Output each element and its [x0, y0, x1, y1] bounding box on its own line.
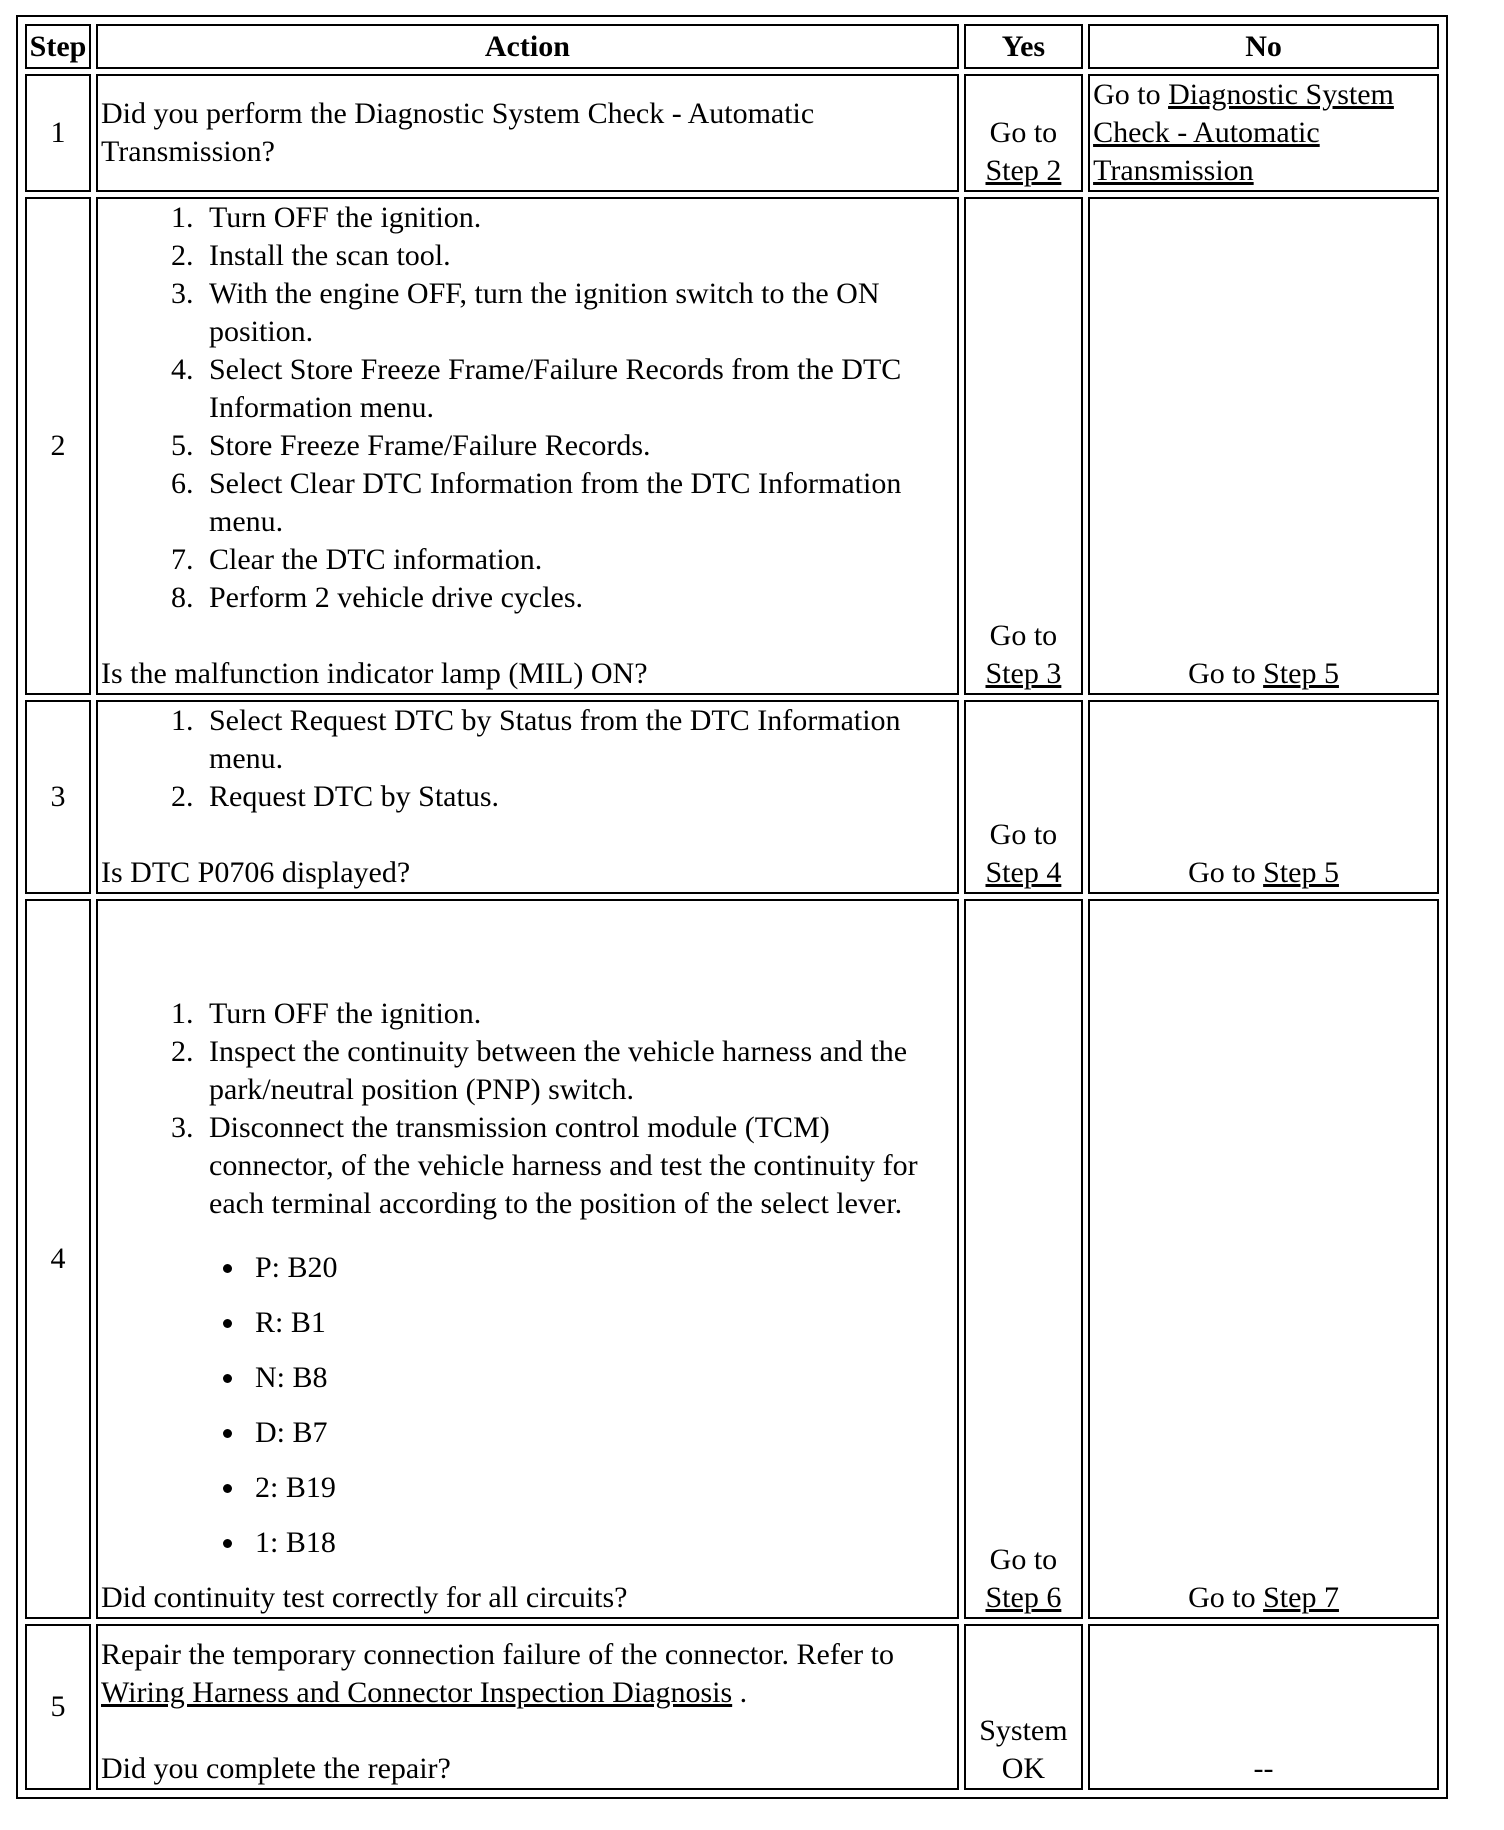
action-cell	[96, 74, 959, 192]
yes-link-step-4[interactable]: Step 4	[985, 856, 1062, 889]
step-number: 4	[25, 899, 91, 1619]
step-number: 2	[25, 197, 91, 695]
yes-cell	[964, 197, 1083, 695]
header-yes: Yes	[964, 24, 1083, 69]
action-cell	[96, 899, 959, 1619]
yes-text: System OK	[979, 1714, 1068, 1785]
action-text: Did you perform the Diagnostic System Check - Automatic Transmission?	[101, 97, 815, 168]
procedure-item: 5. Store Freeze Frame/Failure Records.	[201, 427, 954, 465]
wiring-harness-inspection-link[interactable]: Wiring Harness and Connector Inspection Diagnosis	[101, 1676, 733, 1709]
yes-cell	[964, 899, 1083, 1619]
no-link-step-5[interactable]: Step 5	[1263, 856, 1339, 889]
terminal-item: • N: B8	[247, 1359, 954, 1397]
yes-prefix: Go to	[989, 818, 1058, 851]
yes-cell	[964, 700, 1083, 894]
no-cell	[1088, 700, 1439, 894]
procedure-item: 8. Perform 2 vehicle drive cycles.	[201, 579, 954, 617]
question-text: Is the malfunction indicator lamp (MIL) ON?	[101, 657, 648, 690]
procedure-item: 7. Clear the DTC information.	[201, 541, 954, 579]
action-cell	[96, 197, 959, 695]
question-text: Did you complete the repair?	[101, 1752, 451, 1785]
terminal-item: • 2: B19	[247, 1469, 954, 1507]
step-number: 3	[25, 700, 91, 894]
header-step: Step	[25, 24, 91, 69]
question-text: Did continuity test correctly for all circuits?	[101, 1581, 628, 1614]
procedure-item: 1. Select Request DTC by Status from the DTC Information menu.	[201, 702, 954, 778]
yes-cell	[964, 1624, 1083, 1790]
procedure-list	[101, 199, 954, 617]
action-cell	[96, 1624, 959, 1790]
yes-prefix: Go to	[989, 116, 1058, 149]
diagnostic-table	[20, 19, 1444, 1795]
procedure-item: 6. Select Clear DTC Information from the DTC Information menu.	[201, 465, 954, 541]
yes-prefix: Go to	[989, 1543, 1058, 1576]
yes-prefix: Go to	[989, 619, 1058, 652]
terminal-item: • D: B7	[247, 1414, 954, 1452]
procedure-list	[101, 702, 954, 816]
procedure-item: 1. Turn OFF the ignition.	[201, 995, 954, 1033]
no-cell	[1088, 899, 1439, 1619]
header-row	[25, 24, 1439, 69]
no-link-step-5[interactable]: Step 5	[1263, 657, 1339, 690]
terminal-item: • P: B20	[247, 1249, 954, 1287]
table-row	[25, 74, 1439, 192]
step-number: 5	[25, 1624, 91, 1790]
terminal-item: • 1: B18	[247, 1524, 954, 1562]
header-no: No	[1088, 24, 1439, 69]
table-row	[25, 700, 1439, 894]
yes-link-step-6[interactable]: Step 6	[985, 1581, 1062, 1614]
yes-cell	[964, 74, 1083, 192]
header-action: Action	[96, 24, 959, 69]
procedure-item: 2. Inspect the continuity between the vehicle harness and the park/neutral position (PNP) switch.	[201, 1033, 954, 1109]
procedure-item: 3. With the engine OFF, turn the ignition switch to the ON position.	[201, 275, 954, 351]
terminal-item: • R: B1	[247, 1304, 954, 1342]
action-cell	[96, 700, 959, 894]
procedure-list	[101, 995, 954, 1562]
no-text: --	[1253, 1752, 1274, 1785]
no-link-diagnostic-system-check[interactable]: Diagnostic System Check - Automatic Transmission	[1093, 78, 1394, 187]
question-text: Is DTC P0706 displayed?	[101, 856, 411, 889]
procedure-item: 4. Select Store Freeze Frame/Failure Records from the DTC Information menu.	[201, 351, 954, 427]
no-prefix: Go to	[1188, 856, 1256, 889]
no-prefix: Go to	[1188, 1581, 1256, 1614]
table-row	[25, 899, 1439, 1619]
procedure-item: 2. Install the scan tool.	[201, 237, 954, 275]
terminal-list	[209, 1249, 954, 1562]
table-row	[25, 197, 1439, 695]
action-text: Repair the temporary connection failure of the connector. Refer to Wiring Harness and Connector Inspection Diagnosis .	[101, 1638, 895, 1709]
yes-link-step-3[interactable]: Step 3	[985, 657, 1062, 690]
yes-link-step-2[interactable]: Step 2	[985, 154, 1062, 187]
procedure-item: 2. Request DTC by Status.	[201, 778, 954, 816]
no-cell	[1088, 197, 1439, 695]
procedure-item: 1. Turn OFF the ignition.	[201, 199, 954, 237]
no-prefix: Go to	[1188, 657, 1256, 690]
procedure-item: 3. Disconnect the transmission control module (TCM) connector, of the vehicle harness and test the continuity for each terminal according to the position of the select lever. • P: B20 • R: B1 • N: B8 • D: B7 • 2: B19 • 1: B18	[201, 1109, 954, 1562]
no-prefix: Go to	[1093, 78, 1169, 111]
no-cell	[1088, 74, 1439, 192]
step-number: 1	[25, 74, 91, 192]
no-cell	[1088, 1624, 1439, 1790]
table-row	[25, 1624, 1439, 1790]
diagnostic-table-frame	[16, 15, 1448, 1799]
no-link-step-7[interactable]: Step 7	[1263, 1581, 1339, 1614]
